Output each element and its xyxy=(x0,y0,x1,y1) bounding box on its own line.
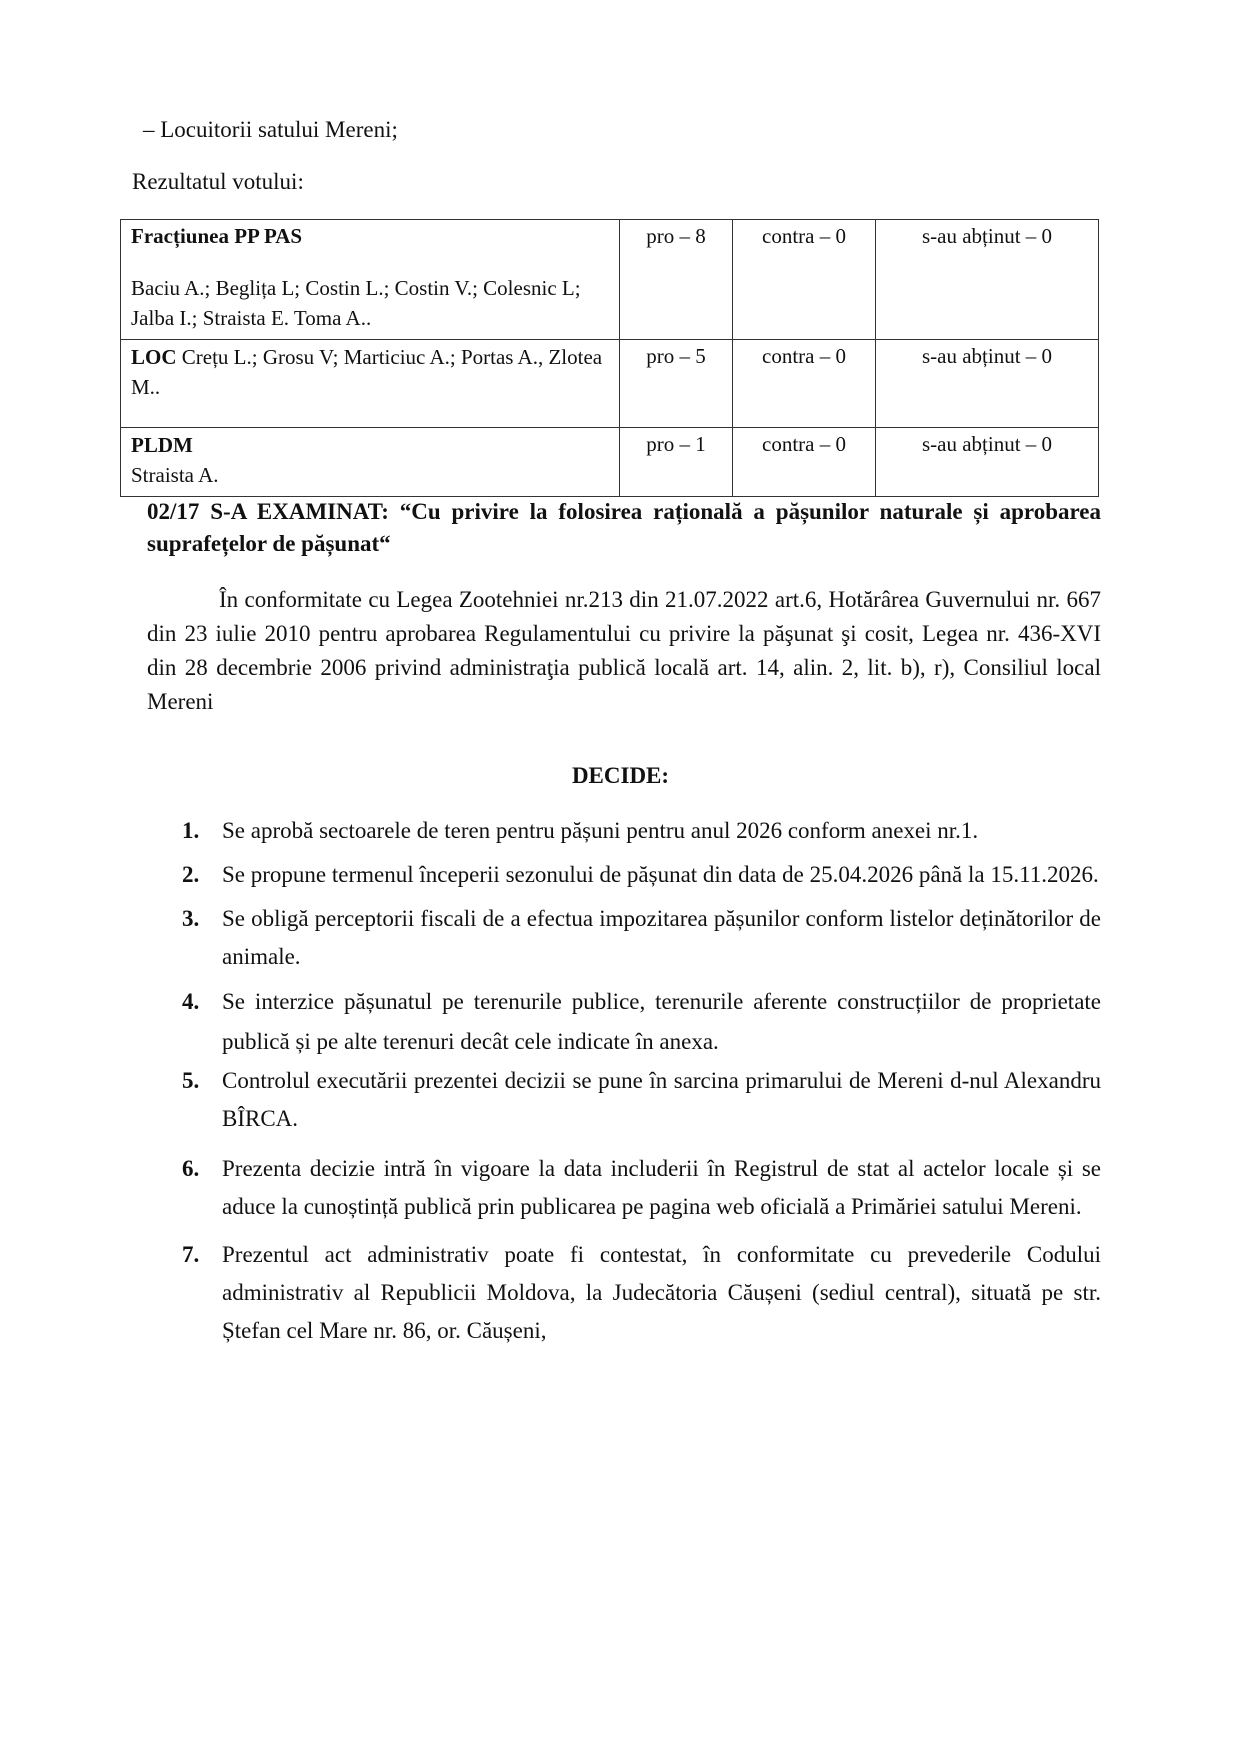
decide-title: DECIDE: xyxy=(571,763,670,788)
decision-item xyxy=(147,856,1101,894)
residents-line: – Locuitorii satului Mereni; xyxy=(143,117,398,142)
item-number: 1. xyxy=(182,818,200,843)
item-number: 5. xyxy=(182,1068,200,1093)
contra-count: contra – 0 xyxy=(733,428,876,497)
faction-cell xyxy=(121,220,620,340)
item-number: 7. xyxy=(182,1242,200,1267)
decision-item xyxy=(147,900,1101,976)
faction-cell xyxy=(121,428,620,497)
decision-item xyxy=(147,1062,1101,1138)
vote-result-label: Rezultatul votului: xyxy=(132,169,304,194)
item-number: 6. xyxy=(182,1156,200,1181)
faction-members: Straista A. xyxy=(131,463,219,487)
faction-cell xyxy=(121,340,620,428)
legal-basis-paragraph: În conformitate cu Legea Zootehniei nr.213 din 21.07.2022 art.6, Hotărârea Guvernului nr. 667 din 23 iulie 2010 pentru aprobarea Regulamentului cu privire la păşunat şi cosit, Legea nr. 436-XVI din 28 decembrie 2006 privind administraţia publică locală art. 14, alin. 2, lit. b), r), Consiliul local Mereni xyxy=(147,587,1101,714)
abstained-count: s-au abținut – 0 xyxy=(876,220,1099,340)
faction-name: Fracțiunea PP PAS xyxy=(131,224,303,248)
decision-item xyxy=(147,812,1101,850)
examined-heading: 02/17 S-A EXAMINAT: “Cu privire la folosirea rațională a pășunilor naturale și aprobarea suprafețelor de pășunat“ xyxy=(147,499,1101,556)
abstained-count: s-au abținut – 0 xyxy=(876,428,1099,497)
table-row xyxy=(121,428,1099,497)
decision-item xyxy=(147,982,1101,1062)
table-row xyxy=(121,340,1099,428)
item-text: Prezentul act administrativ poate fi contestat, în conformitate cu prevederile Codului administrativ al Republicii Moldova, la Judecătoria Căușeni (sediul central), situată pe str. Ștefan cel Mare nr. 86, or. Căușeni, xyxy=(222,1242,1101,1343)
pro-count: pro – 8 xyxy=(620,220,733,340)
item-number: 4. xyxy=(182,989,200,1014)
faction-members: Crețu L.; Grosu V; Marticiuc A.; Portas A., Zlotea M.. xyxy=(131,345,603,399)
contra-count: contra – 0 xyxy=(733,220,876,340)
faction-name: PLDM xyxy=(131,433,193,457)
table-row xyxy=(121,220,1099,340)
item-text: Se interzice pășunatul pe terenurile publice, terenurile aferente construcțiilor de proprietate publică și pe alte terenuri decât cele indicate în anexa. xyxy=(222,989,1101,1054)
item-text: Se obligă perceptorii fiscali de a efectua impozitarea pășunilor conform listelor deținătorilor de animale. xyxy=(222,906,1101,969)
decision-list xyxy=(147,812,1101,1350)
decision-item xyxy=(147,1236,1101,1350)
pro-count: pro – 1 xyxy=(620,428,733,497)
pro-count: pro – 5 xyxy=(620,340,733,428)
item-number: 3. xyxy=(182,906,200,931)
contra-count: contra – 0 xyxy=(733,340,876,428)
item-number: 2. xyxy=(182,862,200,887)
faction-members: Baciu A.; Beglița L; Costin L.; Costin V.; Colesnic L; Jalba I.; Straista E. Toma A.. xyxy=(131,276,581,330)
faction-name: LOC xyxy=(131,345,177,369)
item-text: Se propune termenul începerii sezonului de pășunat din data de 25.04.2026 până la 15.11.2026. xyxy=(222,862,1099,887)
decision-item xyxy=(147,1150,1101,1226)
item-text: Controlul executării prezentei decizii se pune în sarcina primarului de Mereni d-nul Alexandru BÎRCA. xyxy=(222,1068,1101,1131)
vote-results-table xyxy=(120,219,1099,497)
abstained-count: s-au abținut – 0 xyxy=(876,340,1099,428)
item-text: Prezenta decizie intră în vigoare la data includerii în Registrul de stat al actelor locale și se aduce la cunoștință publică prin publicarea pe pagina web oficială a Primăriei satului Mereni. xyxy=(222,1156,1101,1219)
item-text: Se aprobă sectoarele de teren pentru pășuni pentru anul 2026 conform anexei nr.1. xyxy=(222,818,979,843)
